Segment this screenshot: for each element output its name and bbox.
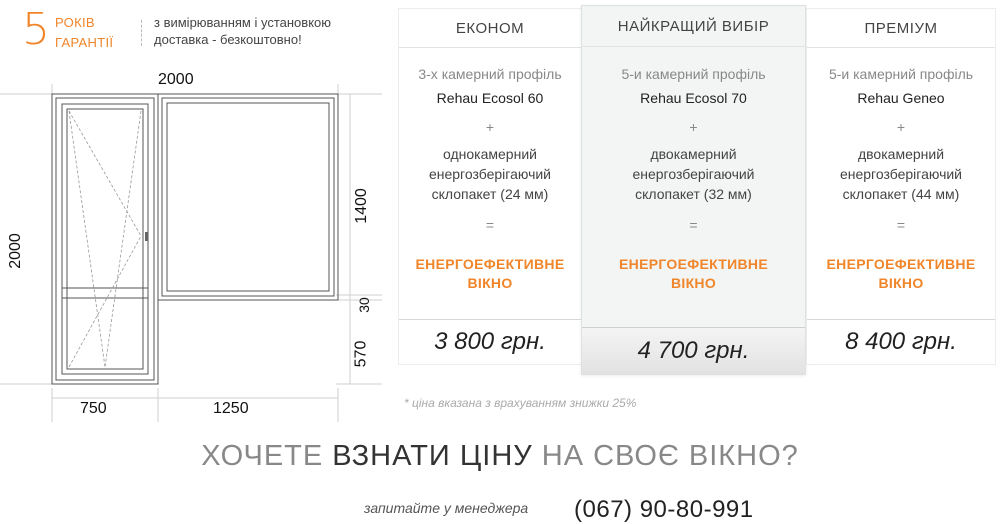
discount-note: * ціна вказана з врахуванням знижки 25% <box>404 396 637 410</box>
package-glass-line1: однокамерний <box>443 146 537 162</box>
package-energy-line2: ВІКНО <box>467 275 513 291</box>
package-profile: 5-и камерний профіль <box>828 66 974 82</box>
equals-sign: = <box>896 217 906 233</box>
plus-sign: + <box>485 119 495 135</box>
guarantee-text-line2: доставка - безкоштовно! <box>154 32 302 47</box>
package-energy-line2: ВІКНО <box>878 275 924 291</box>
equals-sign: = <box>689 217 698 233</box>
package-title: ЕКОНОМ <box>399 9 581 48</box>
dim-window-height: 1400 <box>352 188 370 224</box>
guarantee-years-number: 5 <box>22 4 50 55</box>
guarantee-word-warranty: ГАРАНТІЇ <box>55 35 114 50</box>
package-profile: 3-х камерний профіль <box>418 66 562 82</box>
cta-part1: ХОЧЕТЕ <box>201 440 333 472</box>
equals-sign: = <box>485 217 495 233</box>
package-card-best-choice[interactable] <box>581 5 806 375</box>
dim-door-width: 750 <box>80 400 107 417</box>
package-glass-line3: склопакет (32 мм) <box>635 186 752 202</box>
package-model: Rehau Geneo <box>857 90 945 106</box>
package-card-premium[interactable] <box>806 8 996 365</box>
package-model: Rehau Ecosol 60 <box>436 90 544 106</box>
phone-number-link[interactable]: (067) 90-80-991 <box>574 496 754 523</box>
dim-total-width: 2000 <box>158 71 194 88</box>
package-glass-line3: склопакет (44 мм) <box>842 186 960 202</box>
package-price: 8 400 грн. <box>807 319 995 364</box>
package-card-economy[interactable] <box>398 8 582 365</box>
dim-bottom-height: 570 <box>352 340 370 368</box>
package-model: Rehau Ecosol 70 <box>640 90 747 106</box>
ask-manager-text: запитайте у менеджера <box>364 500 529 516</box>
package-title: ПРЕМІУМ <box>807 9 995 48</box>
package-glass-line1: двокамерний <box>857 146 945 162</box>
package-glass-line2: енергозберігаючий <box>839 166 963 182</box>
package-glass-line3: склопакет (24 мм) <box>431 186 549 202</box>
cta-heading <box>0 440 1000 473</box>
guarantee-divider <box>141 20 142 46</box>
package-price: 4 700 грн. <box>582 327 805 374</box>
package-profile: 5-и камерний профіль <box>621 66 766 82</box>
cta-part2-emphasis: ВЗНАТИ ЦІНУ <box>332 440 533 472</box>
package-glass-line1: двокамерний <box>650 146 737 162</box>
package-glass-line2: енергозберігаючий <box>632 166 755 182</box>
package-energy-line1: ЕНЕРГОЕФЕКТИВНЕ <box>619 256 768 272</box>
guarantee-text-line1: з вимірюванням і установкою <box>154 15 332 30</box>
package-energy-line1: ЕНЕРГОЕФЕКТИВНЕ <box>826 256 976 272</box>
package-energy-line1: ЕНЕРГОЕФЕКТИВНЕ <box>415 256 565 272</box>
dim-window-width: 1250 <box>213 400 249 417</box>
package-price: 3 800 грн. <box>399 319 581 364</box>
window-door-diagram <box>0 60 395 430</box>
dim-total-height: 2000 <box>6 233 24 269</box>
dim-sill-height: 30 <box>355 297 372 313</box>
guarantee-word-years: РОКІВ <box>55 15 95 30</box>
package-glass-line2: енергозберігаючий <box>428 166 552 182</box>
package-energy-line2: ВІКНО <box>670 275 717 291</box>
plus-sign: + <box>896 119 906 135</box>
cta-part3: НА СВОЄ ВІКНО? <box>532 440 799 472</box>
plus-sign: + <box>689 119 698 135</box>
guarantee-description <box>154 14 374 48</box>
package-title: НАЙКРАЩИЙ ВИБІР <box>582 6 805 47</box>
